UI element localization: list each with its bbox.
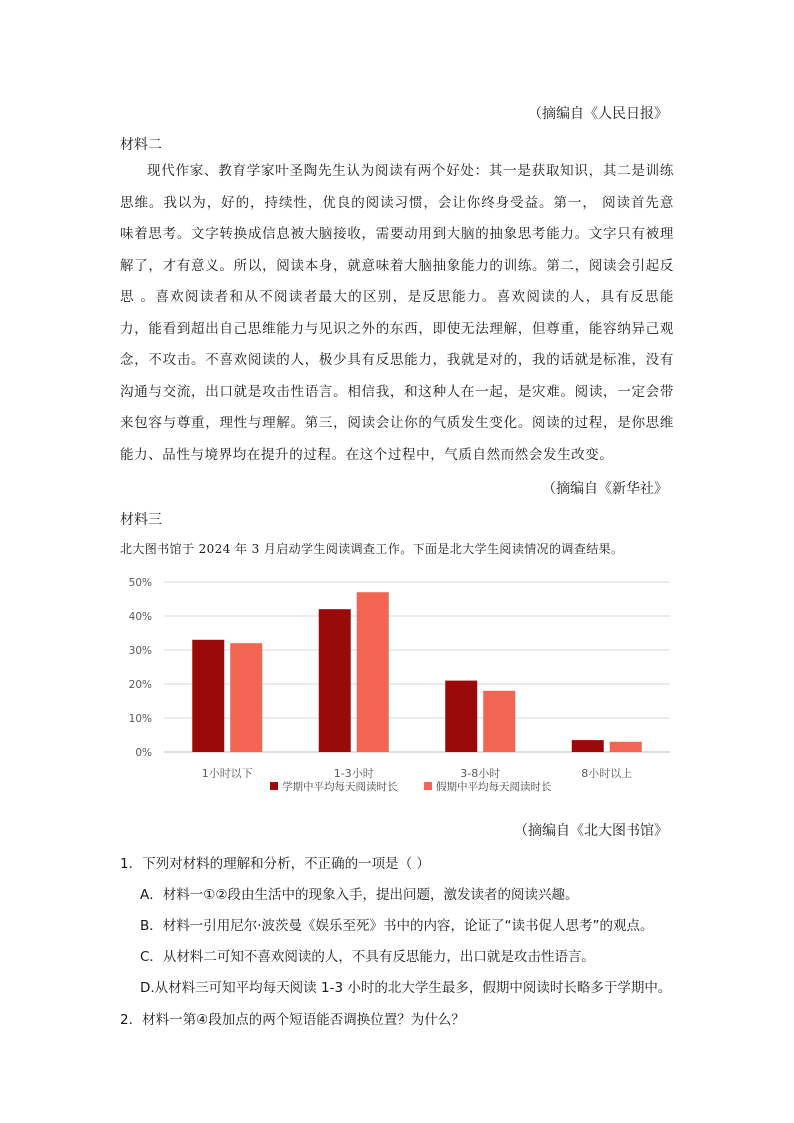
source-citation-2: （摘编自《新华社》 <box>542 481 668 497</box>
bar-holiday <box>610 742 642 752</box>
option-b: B．材料一引用尼尔·波茨曼《娱乐至死》书中的内容，论证了“读书促人思考”的观点。 <box>140 918 654 934</box>
y-tick-label: 40% <box>128 611 152 623</box>
source-citation-3: （摘编自《北大图书馆》 <box>514 823 668 839</box>
y-tick-label: 20% <box>128 679 152 691</box>
y-tick-label: 50% <box>128 577 152 589</box>
legend-label: 学期中平均每天阅读时长 <box>282 781 398 793</box>
option-d: D.从材料三可知平均每天阅读 1-3 小时的北大学生最多，假期中阅读时长略多于学期中。 <box>140 980 672 996</box>
y-tick-label: 0% <box>135 747 152 759</box>
material-2-heading: 材料二 <box>120 137 162 153</box>
option-a: A．材料一①②段由生活中的现象入手，提出问题，激发读者的阅读兴趣。 <box>140 887 579 903</box>
question-2: 2．材料一第④段加点的两个短语能否调换位置？为什么？ <box>120 1012 465 1028</box>
legend-swatch <box>270 782 278 790</box>
x-tick-label: 1小时以下 <box>201 767 253 780</box>
option-c: C．从材料二可知不喜欢阅读的人，不具有反思能力，出口就是攻击性语言。 <box>140 949 595 965</box>
bar-holiday <box>483 691 515 752</box>
reading-time-bar-chart <box>120 572 680 802</box>
bar-term <box>572 740 604 752</box>
y-tick-label: 10% <box>128 713 152 725</box>
material-3-intro: 北大图书馆于 2024 年 3 月启动学生阅读调查工作。下面是北大学生阅读情况的调查结果。 <box>120 542 624 556</box>
bar-holiday <box>230 643 262 752</box>
bar-term <box>445 681 477 752</box>
source-citation-1: （摘编自《人民日报》 <box>528 106 668 122</box>
question-1: 1．下列对材料的理解和分析，不正确的一项是（ ） <box>120 856 430 872</box>
bar-holiday <box>357 592 389 752</box>
bar-term <box>319 609 351 752</box>
x-tick-label: 3-8小时 <box>460 767 501 780</box>
legend-swatch <box>424 782 432 790</box>
x-tick-label: 1-3小时 <box>333 767 374 780</box>
material-3-heading: 材料三 <box>120 512 162 528</box>
bar-term <box>192 640 224 752</box>
material-2-body <box>120 156 674 471</box>
y-tick-label: 30% <box>128 645 152 657</box>
material-2-paragraph: 现代作家、教育学家叶圣陶先生认为阅读有两个好处：其一是获取知识，其二是训练思维。我以为，好的，持续性，优良的阅读习惯，会让你终身受益。第一， 阅读首先意味着思考。文字转换成信息被大脑接收，需要动用到大脑的抽象思考能力。文字只有被理解了，才有意义。所以，阅读本身，就意味着大脑抽象能力的训练。第二，阅读会引起反思 。喜欢阅读者和从不阅读者最大的区别，是反思能力。喜欢阅读的人，具有反思能力，能看到超出自己思维能力与见识之外的东西，即使无法理解，但尊重，能容纳异己观念，不攻击。不喜欢阅读的人，极少具有反思能力，我就是对的，我的话就是标准，没有沟通与交流，出口就是攻击性语言。相信我，和这种人在一起，是灾难。阅读，一定会带来包容与尊重，理性与理解。第三，阅读会让你的气质发生变化。阅读的过程，是你思维能力、品性与境界均在提升的过程。在这个过程中，气质自然而然会发生改变。 <box>120 163 674 463</box>
x-tick-label: 8小时以上 <box>581 767 633 780</box>
legend-label: 假期中平均每天阅读时长 <box>436 781 552 793</box>
